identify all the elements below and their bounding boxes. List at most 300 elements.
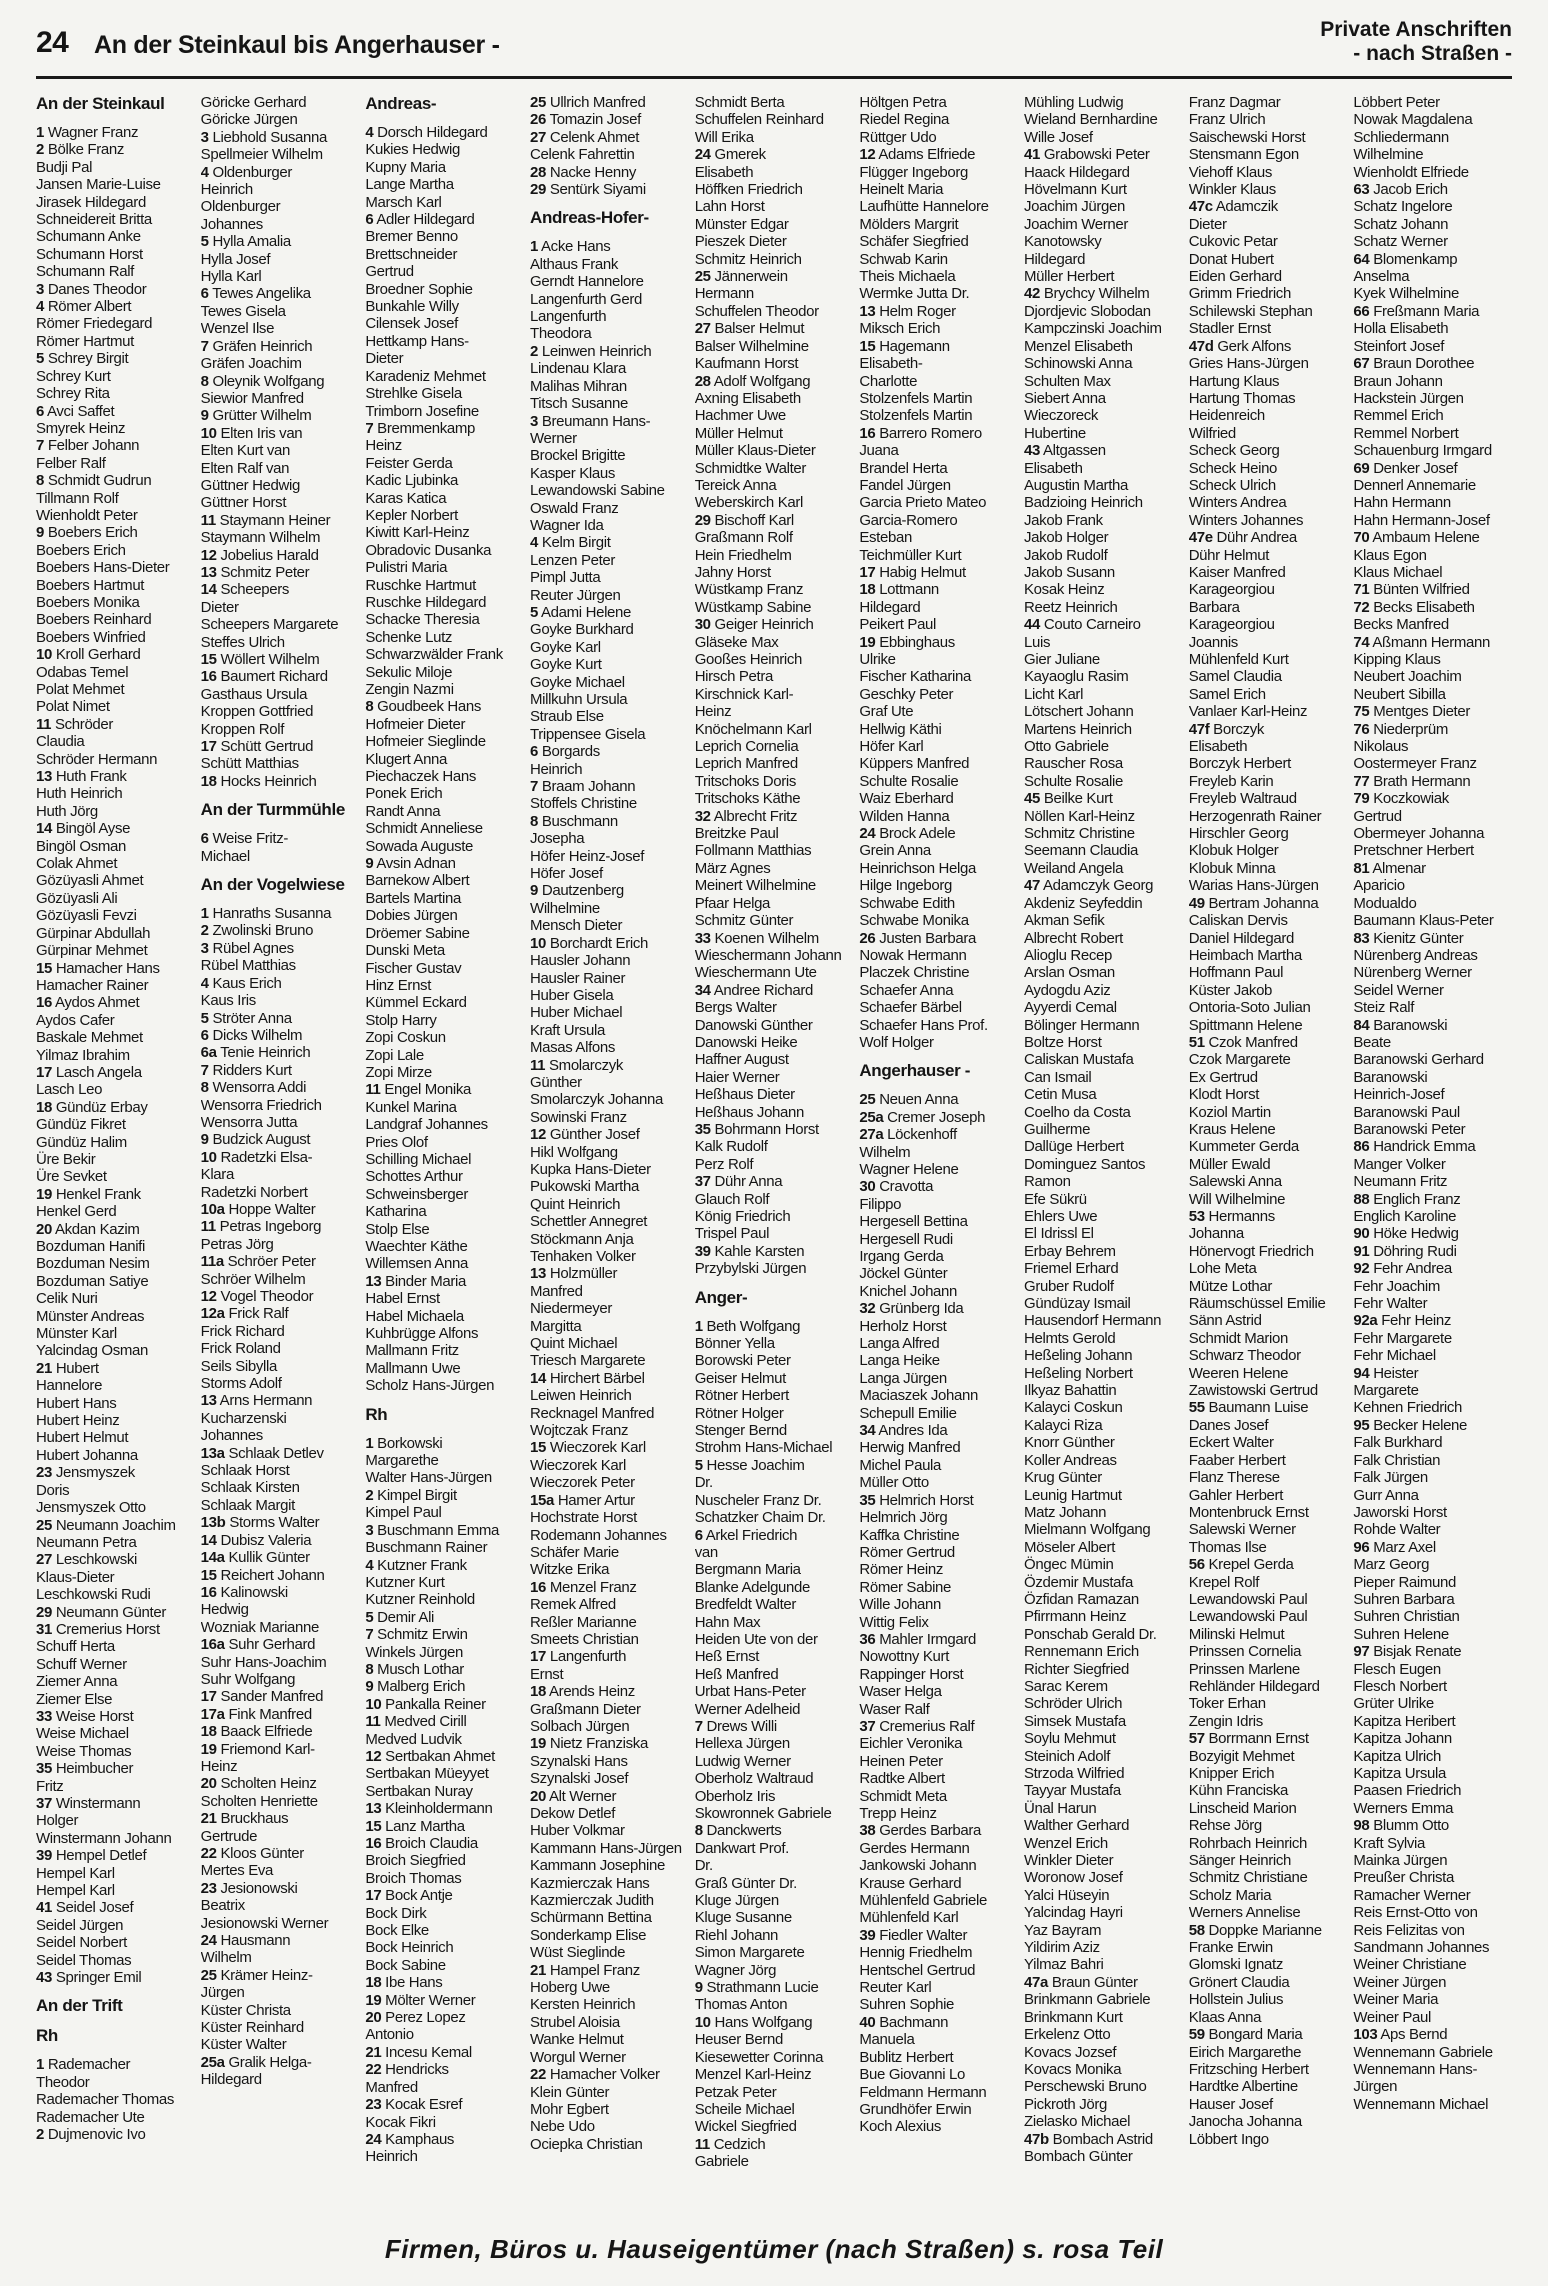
house-number: 5 [530, 603, 539, 621]
resident-entry [365, 1342, 524, 1359]
resident-name: Wieschermann Ute [694, 964, 817, 982]
house-number: 14 [36, 820, 52, 838]
resident-entry [530, 691, 689, 708]
resident-name: Rodemann Johannes [530, 1526, 667, 1544]
resident-name: Titsch Susanne [530, 395, 628, 413]
resident-name: Jansen Marie-Luise [36, 176, 161, 194]
house-number: 18 [200, 772, 217, 790]
resident-entry [1353, 181, 1512, 198]
house-number: 79 [1353, 790, 1370, 808]
resident-entry [530, 1126, 689, 1143]
resident-name: Langenfurth [549, 1648, 627, 1666]
resident-name: Ramacher Werner [1353, 1886, 1471, 1904]
resident-name: Steinfort Josef [1353, 337, 1445, 355]
resident-name: Pieszek Dieter [694, 233, 787, 251]
resident-entry [859, 303, 1018, 320]
resident-entry [36, 907, 195, 924]
resident-name: Knöchelmann Karl [694, 720, 812, 738]
resident-name: Klara [200, 1166, 234, 1184]
house-number: 13 [365, 1272, 382, 1290]
resident-name: Reis Ernst-Otto von [1353, 1904, 1478, 1922]
resident-name: Heinz [200, 1757, 238, 1775]
house-number: 77 [1353, 772, 1370, 790]
resident-entry [201, 1654, 360, 1671]
resident-name: Prinssen Marlene [1188, 1660, 1300, 1678]
resident-entry [1024, 1086, 1183, 1103]
resident-entry [1024, 460, 1183, 477]
resident-entry [1189, 581, 1348, 598]
house-number: 45 [1024, 790, 1041, 808]
house-number: 25 [694, 268, 711, 286]
resident-entry [530, 830, 689, 847]
resident-entry [1189, 2026, 1348, 2043]
house-number: 49 [1188, 894, 1205, 912]
resident-name: Schumann Horst [36, 245, 143, 263]
resident-entry [859, 616, 1018, 633]
resident-entry [1189, 1295, 1348, 1312]
resident-name: Schatz Werner [1353, 233, 1448, 251]
resident-name: Hentschel Gertrud [859, 1961, 976, 1979]
resident-name: Kammann Hans-Jürgen [530, 1839, 682, 1857]
resident-entry [201, 1184, 360, 1201]
resident-entry [36, 1238, 195, 1255]
resident-entry [1189, 477, 1348, 494]
resident-entry [1189, 1835, 1348, 1852]
resident-name: Hofmeier Sieglinde [365, 733, 486, 751]
resident-entry [201, 1706, 360, 1723]
resident-name: Schauenburg Irmgard [1353, 442, 1492, 460]
resident-name: Millkuhn Ursula [530, 691, 628, 708]
resident-entry [695, 1770, 854, 1787]
resident-name: Rötner Herbert [694, 1387, 789, 1405]
resident-name: Rüttger Udo [859, 128, 937, 146]
resident-name: Smolarczyk Johanna [530, 1091, 663, 1109]
resident-name: Bergmann Maria [694, 1561, 801, 1579]
resident-name: Dankwart Prof. [694, 1839, 789, 1857]
resident-entry [695, 1944, 854, 1961]
resident-entry [695, 512, 854, 529]
resident-entry [1189, 216, 1348, 233]
resident-name: Löbbert Peter [1353, 94, 1440, 111]
resident-name: Aßmann Hermann [1372, 633, 1491, 651]
resident-name: Gasthaus Ursula [200, 685, 308, 703]
street-heading: Rh [36, 2026, 58, 2046]
resident-entry [695, 1352, 854, 1369]
house-number: 5 [200, 1009, 209, 1027]
resident-name: Brinkmann Gabriele [1024, 1991, 1151, 2009]
resident-entry [859, 1318, 1018, 1335]
resident-entry [201, 1810, 360, 1827]
resident-name: Özdemir Mustafa [1024, 1573, 1133, 1591]
resident-entry [201, 1427, 360, 1444]
resident-entry [1353, 1835, 1512, 1852]
resident-entry [1353, 825, 1512, 842]
resident-name: Lindenau Klara [530, 360, 627, 378]
resident-name: Güttner Hedwig [200, 476, 300, 494]
house-number: 18 [365, 1974, 382, 1992]
resident-entry [36, 1255, 195, 1272]
resident-name: Kroll Gerhard [55, 646, 141, 664]
resident-name: Flanz Therese [1188, 1469, 1280, 1487]
resident-entry [530, 325, 689, 342]
resident-name: Ruschke Hartmut [365, 576, 476, 594]
house-number: 16 [200, 1583, 217, 1601]
house-number: 57 [1188, 1730, 1205, 1748]
resident-name: Paasen Friedrich [1353, 1782, 1462, 1800]
house-number: 12 [200, 546, 217, 564]
resident-name: Holger [36, 1812, 79, 1830]
resident-entry [36, 994, 195, 1011]
resident-entry [695, 285, 854, 302]
resident-name: Helm Roger [879, 302, 956, 320]
resident-name: Wennemann Gabriele [1353, 2043, 1493, 2061]
resident-entry [36, 385, 195, 402]
resident-name: Weiner Paul [1353, 2008, 1431, 2026]
resident-name: Baskale Mehmet [36, 1029, 143, 1047]
resident-name: Dr. [694, 1857, 713, 1875]
resident-entry [695, 808, 854, 825]
resident-entry [1024, 146, 1183, 163]
resident-name: Riedel Regina [859, 111, 950, 129]
resident-name: Trispel Paul [694, 1225, 770, 1243]
resident-entry [1353, 1469, 1512, 1486]
resident-name: Staymann Heiner [219, 511, 331, 529]
resident-entry [695, 494, 854, 511]
resident-name: Koziol Martin [1188, 1103, 1271, 1121]
resident-name: Cetin Musa [1024, 1086, 1097, 1104]
resident-entry [1189, 2044, 1348, 2061]
resident-entry [1353, 146, 1512, 163]
resident-name: Grein Anna [859, 842, 931, 860]
resident-name: Beilke Kurt [1043, 790, 1113, 808]
resident-name: Schmitz Heinrich [694, 250, 802, 268]
resident-name: Schäfer Marie [530, 1543, 619, 1561]
resident-entry [1353, 233, 1512, 250]
house-number: 20 [365, 2009, 382, 2027]
resident-entry [36, 733, 195, 750]
resident-entry [36, 1691, 195, 1708]
resident-entry [1189, 547, 1348, 564]
resident-name: Stöckmann Anja [530, 1230, 634, 1248]
resident-entry [365, 1487, 524, 1504]
resident-name: Kapitza Johann [1353, 1730, 1452, 1748]
resident-entry [1353, 721, 1512, 738]
resident-entry [1189, 1661, 1348, 1678]
resident-entry [365, 1591, 524, 1608]
resident-entry [365, 1221, 524, 1238]
resident-name: Beth Wolfgang [706, 1317, 801, 1335]
resident-entry [859, 808, 1018, 825]
resident-entry [859, 947, 1018, 964]
resident-name: Seidel Jürgen [36, 1916, 124, 1934]
resident-name: Tenie Heinrich [220, 1044, 311, 1062]
resident-entry [365, 455, 524, 472]
resident-entry [201, 181, 360, 198]
resident-name: Theodora [530, 325, 592, 343]
house-number: 27 [530, 128, 547, 146]
resident-entry [1189, 460, 1348, 477]
resident-name: Steinich Adolf [1024, 1747, 1111, 1765]
resident-entry [859, 1161, 1018, 1178]
resident-name: Goyke Burkhard [530, 621, 634, 639]
resident-entry [530, 1300, 689, 1317]
resident-name: Broedner Sophie [365, 280, 473, 298]
resident-entry [1189, 2078, 1348, 2095]
resident-name: Budzick August [212, 1131, 311, 1149]
resident-name: Bartels Martina [365, 889, 461, 907]
resident-name: Stadler Ernst [1188, 320, 1271, 338]
resident-name: Kloos Günter [220, 1845, 304, 1862]
resident-name: Dröemer Sabine [365, 924, 470, 942]
resident-name: Baranowski Paul [1353, 1103, 1460, 1121]
resident-entry [530, 1927, 689, 1944]
resident-entry [859, 1248, 1018, 1265]
resident-entry [695, 686, 854, 703]
resident-entry [1189, 1382, 1348, 1399]
resident-entry [1024, 216, 1183, 233]
resident-entry [201, 251, 360, 268]
resident-entry [201, 1149, 360, 1166]
resident-entry [530, 1439, 689, 1456]
resident-name: Czok Manfred [1208, 1033, 1298, 1051]
resident-name: Wagner Helene [859, 1160, 959, 1178]
directory-columns [36, 94, 1512, 2224]
resident-entry [695, 390, 854, 407]
resident-entry [859, 564, 1018, 581]
resident-name: Lötschert Johann [1024, 703, 1134, 721]
resident-name: Hocks Heinrich [220, 772, 317, 790]
house-number: 18 [530, 1683, 547, 1701]
resident-name: Hergesell Bettina [859, 1213, 968, 1231]
resident-entry [201, 1688, 360, 1705]
resident-entry [530, 795, 689, 812]
resident-entry [1189, 773, 1348, 790]
house-number: 1 [36, 124, 44, 141]
house-number: 25 [200, 1966, 217, 1984]
resident-entry [1024, 1069, 1183, 1086]
house-number: 16 [859, 424, 876, 442]
resident-name: Scheile Michael [694, 2100, 795, 2118]
resident-entry [36, 1168, 195, 1185]
resident-entry [695, 2136, 854, 2153]
resident-entry [1024, 564, 1183, 581]
resident-name: Seidel Norbert [36, 1934, 127, 1952]
resident-entry [201, 1236, 360, 1253]
resident-name: Kluge Susanne [694, 1909, 792, 1927]
resident-name: Manfred [365, 2078, 418, 2096]
house-number: 24 [694, 146, 711, 164]
resident-entry [859, 1335, 1018, 1352]
resident-name: Sänger Heinrich [1188, 1852, 1292, 1870]
resident-name: Doppke Marianne [1208, 1921, 1322, 1939]
resident-name: Gündüz Halim [36, 1133, 127, 1151]
resident-name: Kosak Heinz [1024, 581, 1105, 599]
resident-entry [1353, 634, 1512, 651]
resident-name: Brettschneider [365, 245, 458, 263]
resident-entry [36, 768, 195, 785]
resident-name: van [694, 1543, 718, 1561]
resident-entry [365, 1203, 524, 1220]
resident-name: Mertes Eva [200, 1862, 274, 1880]
house-number: 16 [36, 994, 52, 1012]
resident-name: Langenfurth [530, 308, 607, 326]
resident-name: Hellexa Jürgen [694, 1735, 790, 1753]
resident-name: Geschky Peter [859, 685, 954, 703]
resident-entry [36, 315, 195, 332]
resident-entry [695, 1492, 854, 1509]
resident-entry [36, 1221, 195, 1238]
resident-entry [365, 228, 524, 245]
resident-entry [859, 1614, 1018, 1631]
resident-entry [1189, 1173, 1348, 1190]
resident-name: Tewes Angelika [212, 285, 311, 303]
resident-entry [201, 146, 360, 163]
resident-entry [365, 1992, 524, 2009]
resident-name: Boebers Reinhard [36, 611, 152, 629]
resident-name: Müller Otto [859, 1474, 929, 1492]
resident-name: Sandmann Johannes [1353, 1939, 1490, 1957]
resident-entry [530, 743, 689, 760]
resident-entry [365, 2026, 524, 2043]
resident-name: Grabowski Peter [1043, 146, 1150, 164]
resident-name: Maciaszek Johann [859, 1387, 978, 1405]
resident-name: Holla Elisabeth [1353, 320, 1449, 338]
house-number: 103 [1353, 2026, 1378, 2044]
resident-entry [859, 355, 1018, 372]
resident-name: Goyke Michael [530, 673, 625, 691]
resident-name: Rademacher Thomas [36, 2091, 175, 2109]
resident-entry [365, 1435, 524, 1452]
resident-entry [36, 350, 195, 367]
resident-entry [695, 999, 854, 1016]
resident-name: Placzek Christine [859, 964, 970, 982]
resident-entry [530, 552, 689, 569]
resident-entry [36, 2109, 195, 2126]
resident-name: Breitzke Paul [694, 825, 779, 843]
resident-entry [1024, 2009, 1183, 2026]
resident-entry [1189, 1904, 1348, 1921]
house-number: 7 [365, 419, 374, 437]
resident-name: Gerk Alfons [1217, 337, 1292, 355]
resident-entry [859, 1648, 1018, 1665]
resident-name: Barrero Romero [879, 424, 982, 442]
house-number: 35 [694, 1120, 711, 1138]
resident-entry [36, 1499, 195, 1516]
resident-name: Niederprüm [1373, 720, 1449, 738]
resident-entry [1024, 390, 1183, 407]
resident-entry [530, 146, 689, 163]
house-number: 6 [36, 402, 44, 420]
resident-entry [1189, 1887, 1348, 1904]
house-number: 31 [36, 1620, 52, 1638]
resident-name: Höltgen Petra [859, 94, 947, 111]
resident-entry [1353, 1608, 1512, 1625]
resident-entry [365, 1290, 524, 1307]
house-number: 4 [36, 298, 44, 316]
resident-name: Scheck Ulrich [1188, 476, 1276, 494]
resident-name: Kepler Norbert [365, 506, 458, 524]
resident-entry [695, 251, 854, 268]
resident-entry [1189, 964, 1348, 981]
resident-name: Menzel Karl-Heinz [694, 2066, 812, 2084]
resident-entry [1353, 1782, 1512, 1799]
resident-entry [1189, 1765, 1348, 1782]
resident-name: Graßmann Rolf [694, 529, 793, 547]
street-heading: Angerhauser - [859, 1061, 971, 1081]
resident-entry [1353, 599, 1512, 616]
resident-entry [1024, 1678, 1183, 1695]
resident-name: Schweinsberger [365, 1185, 469, 1203]
resident-name: Goudbeek Hans [377, 698, 482, 716]
resident-name: Donat Hubert [1188, 250, 1274, 268]
resident-entry [1189, 1695, 1348, 1712]
resident-name: Ponschab Gerald Dr. [1024, 1625, 1157, 1643]
resident-entry [1024, 1852, 1183, 1869]
resident-entry [36, 1186, 195, 1203]
resident-entry [1189, 251, 1348, 268]
resident-name: Hamacher Volker [549, 2066, 660, 2084]
house-number: 2 [200, 922, 209, 940]
resident-name: Küster Reinhard [200, 2019, 304, 2037]
resident-entry [36, 1743, 195, 1760]
resident-entry [365, 1168, 524, 1185]
resident-entry [1024, 2078, 1183, 2095]
resident-entry [695, 1666, 854, 1683]
resident-entry [695, 1260, 854, 1277]
resident-name: Arends Heinz [549, 1683, 635, 1701]
resident-name: Axning Elisabeth [694, 389, 801, 407]
resident-name: Hahn Max [694, 1613, 761, 1631]
house-number: 5 [694, 1456, 703, 1474]
resident-entry [201, 1897, 360, 1914]
resident-entry [201, 922, 360, 939]
resident-name: Landgraf Johannes [365, 1116, 488, 1134]
resident-name: Falk Jürgen [1353, 1469, 1428, 1487]
resident-entry [530, 482, 689, 499]
resident-entry [365, 420, 524, 437]
resident-name: Storms Adolf [200, 1375, 282, 1393]
resident-entry [530, 1265, 689, 1282]
resident-entry [201, 1514, 360, 1531]
resident-entry [695, 1527, 854, 1544]
house-number: 21 [530, 1961, 547, 1979]
resident-entry [695, 1509, 854, 1526]
resident-entry [530, 587, 689, 604]
resident-entry [201, 651, 360, 668]
resident-entry [1353, 1208, 1512, 1225]
resident-name: Wille Johann [859, 1596, 942, 1614]
resident-name: Neumann Günter [55, 1603, 166, 1621]
resident-name: Scholten Heinz [220, 1775, 317, 1793]
resident-name: Heinrich [200, 181, 253, 199]
resident-name: Henkel Gerd [36, 1203, 117, 1221]
resident-entry [530, 360, 689, 377]
house-number: 71 [1353, 581, 1370, 599]
house-number: 75 [1353, 703, 1370, 721]
resident-entry [1353, 1591, 1512, 1608]
resident-entry [1189, 1939, 1348, 1956]
resident-entry [1024, 2061, 1183, 2078]
house-number: 17 [200, 738, 217, 756]
house-number: 30 [694, 616, 711, 634]
resident-name: Schwarz Theodor [1188, 1347, 1301, 1365]
resident-entry [530, 395, 689, 412]
resident-name: Michel Paula [859, 1456, 942, 1474]
resident-name: Akdeniz Seyfeddin [1024, 894, 1143, 912]
resident-entry [859, 1527, 1018, 1544]
resident-name: Engel Monika [384, 1081, 472, 1099]
resident-name: Geiger Heinrich [714, 616, 814, 634]
